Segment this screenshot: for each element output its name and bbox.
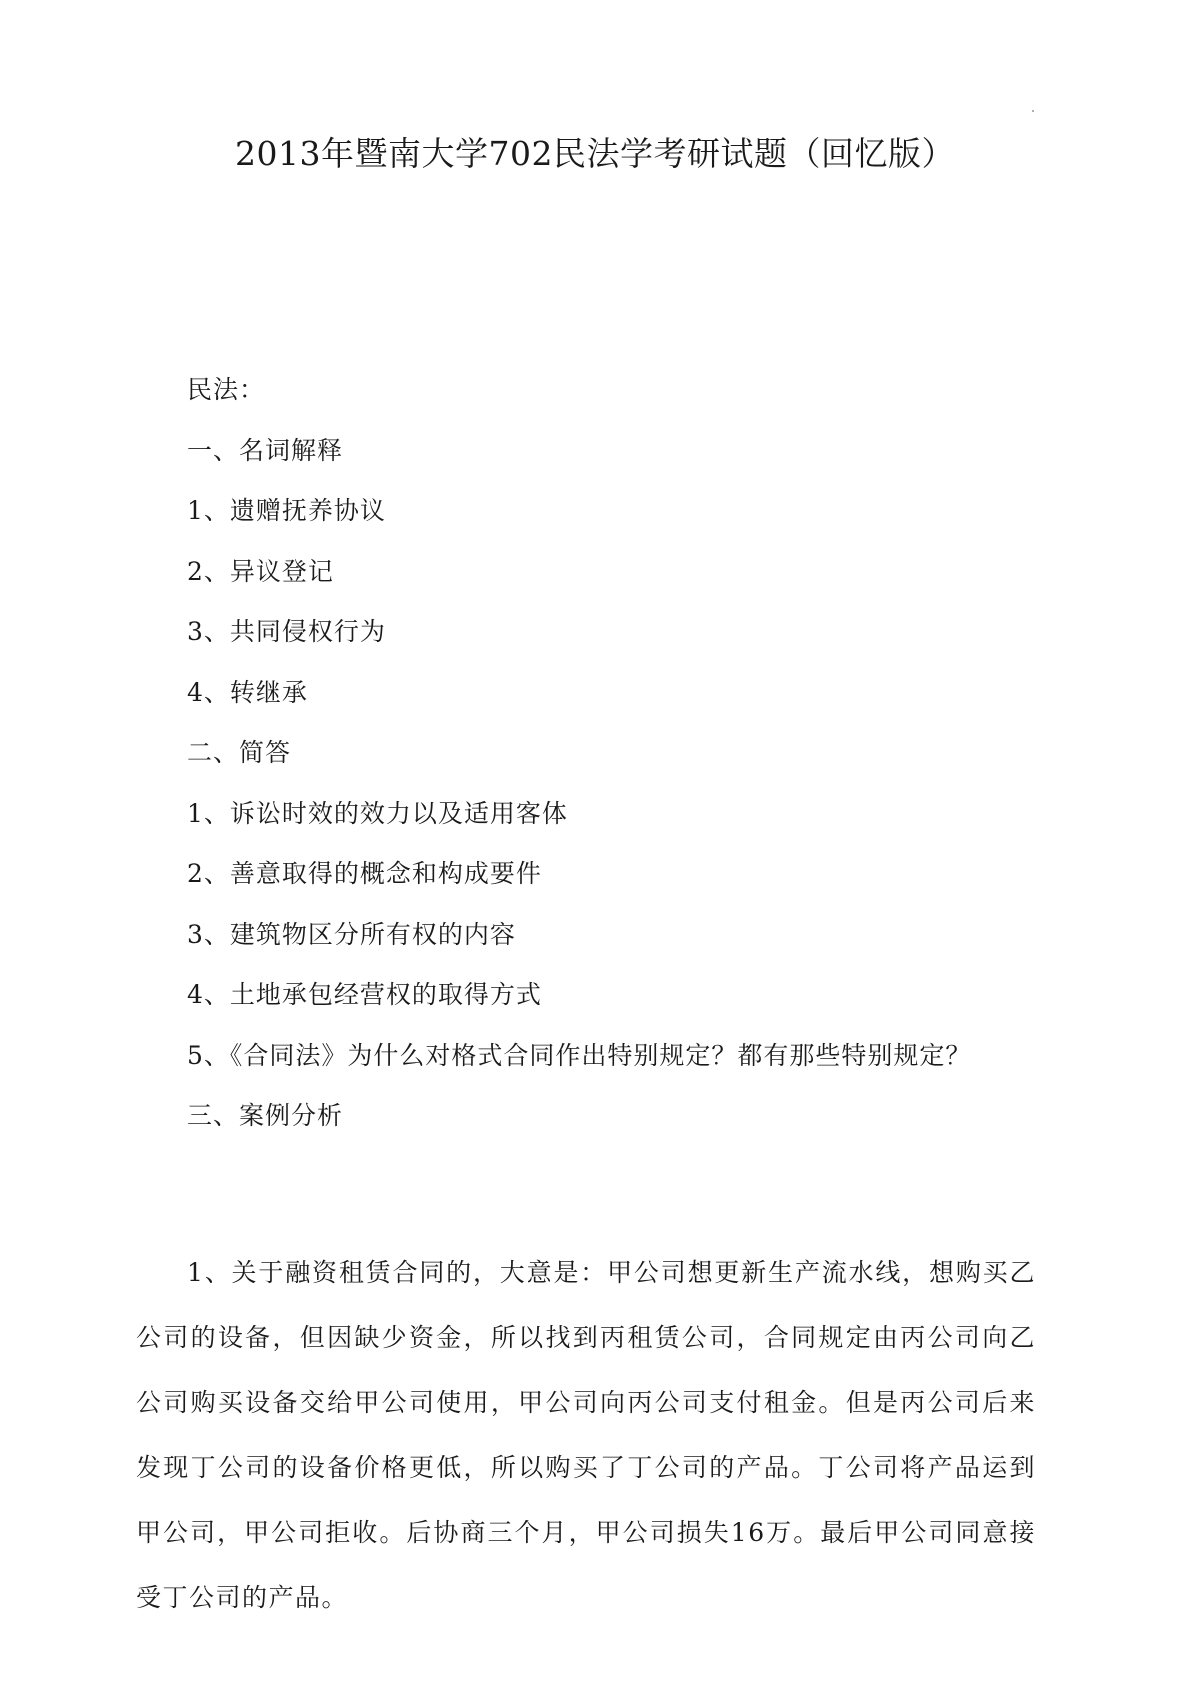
section-heading-3: 三、案例分析 (187, 1101, 344, 1130)
list-item: 2、异议登记 (187, 557, 334, 586)
list-item: 1、遗赠抚养协议 (187, 496, 386, 525)
scan-speck (1032, 110, 1034, 112)
section-heading-1: 一、名词解释 (187, 436, 344, 465)
section-heading-2: 二、简答 (187, 738, 292, 767)
list-item: 3、共同侵权行为 (187, 617, 386, 646)
list-item: 2、善意取得的概念和构成要件 (187, 859, 542, 888)
document-title: 2013年暨南大学702民法学考研试题（回忆版） (235, 134, 955, 173)
list-item: 4、转继承 (187, 678, 308, 707)
list-item: 1、诉讼时效的效力以及适用客体 (187, 799, 568, 828)
list-item: 5、《合同法》为什么对格式合同作出特别规定？都有那些特别规定？ (187, 1041, 972, 1070)
case-paragraph: 1、关于融资租赁合同的，大意是：甲公司想更新生产流水线，想购买乙公司的设备，但因缺少资金，所以找到丙租赁公司，合同规定由丙公司向乙公司购买设备交给甲公司使用，甲公司向丙公司支付租金。但是丙公司后来发现丁公司的设备价格更低，所以购买了丁公司的产品。丁公司将产品运到甲公司，甲公司拒收。后协商三个月，甲公司损失16万。最后甲公司同意接受丁公司的产品。 (136, 1258, 1036, 1612)
subject-label: 民法： (187, 375, 266, 404)
list-item: 3、建筑物区分所有权的内容 (187, 920, 516, 949)
list-item: 4、土地承包经营权的取得方式 (187, 980, 542, 1009)
